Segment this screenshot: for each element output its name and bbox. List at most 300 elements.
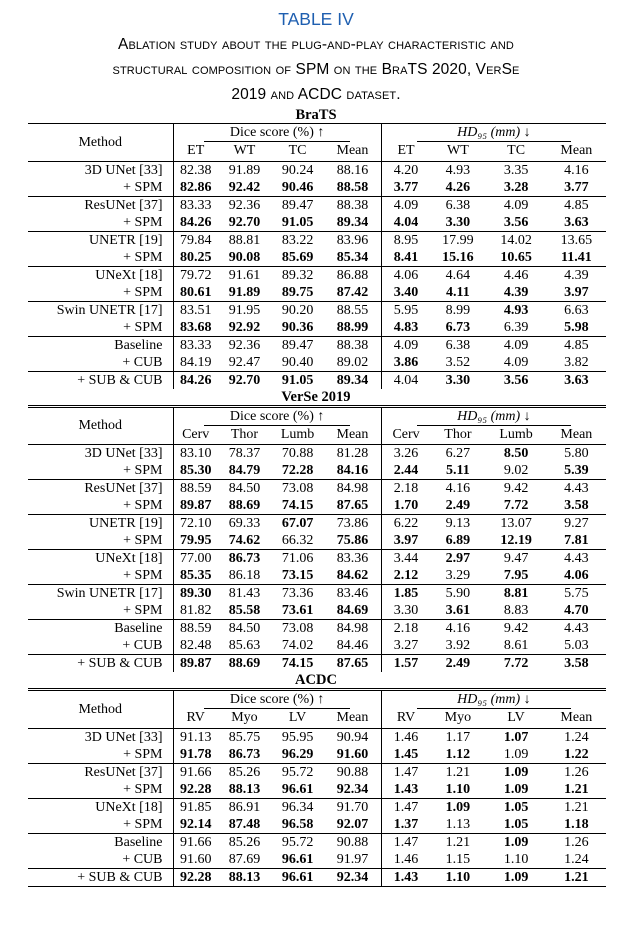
method-cell: + SPM <box>28 781 173 799</box>
column-header: TC <box>507 143 526 159</box>
column-header: Mean <box>324 425 381 445</box>
method-cell: + SUB & CUB <box>28 371 173 389</box>
table-row <box>28 816 606 834</box>
method-cell: UNeXt [18] <box>28 798 173 816</box>
table-label: TABLE IV <box>278 9 354 29</box>
value-cell: 81.43 <box>218 585 271 603</box>
method-cell: ResUNet [37] <box>28 763 173 781</box>
value-cell: 85.30 <box>179 463 212 478</box>
method-cell: 3D UNet [33] <box>28 445 173 463</box>
value-cell: 96.34 <box>271 798 324 816</box>
value-cell: 8.83 <box>503 603 529 618</box>
table-row <box>28 284 606 302</box>
value-cell: 88.58 <box>324 179 381 197</box>
value-cell: 4.09 <box>485 336 546 354</box>
column-header: WT <box>447 143 469 159</box>
value-cell: 88.99 <box>324 319 381 337</box>
value-cell: 79.95 <box>179 533 212 548</box>
method-cell: Baseline <box>28 336 173 354</box>
value-cell: 1.26 <box>547 833 606 851</box>
table-row <box>28 480 606 498</box>
value-cell: 4.85 <box>547 196 606 214</box>
value-cell: 75.86 <box>324 532 381 550</box>
table-row <box>28 833 606 851</box>
value-cell: 80.25 <box>179 249 212 265</box>
value-cell: 91.61 <box>218 266 271 284</box>
table-row <box>28 728 606 746</box>
value-cell: 92.92 <box>228 319 261 335</box>
value-cell: 5.39 <box>564 463 589 478</box>
table-row <box>28 781 606 799</box>
value-cell: 4.09 <box>503 354 529 370</box>
table-row <box>28 550 606 568</box>
value-cell: 3.26 <box>381 445 430 463</box>
value-cell: 1.15 <box>445 851 471 867</box>
column-header: Mean <box>324 708 381 728</box>
value-cell: 3.86 <box>393 354 419 370</box>
value-cell: 14.02 <box>485 231 546 249</box>
value-cell: 91.05 <box>281 214 314 230</box>
value-cell: 83.51 <box>173 301 218 319</box>
value-cell: 91.66 <box>173 833 218 851</box>
value-cell: 91.89 <box>218 161 271 179</box>
hd95-label: HD₉₅ (mm) ↓ <box>417 409 571 426</box>
value-cell: 2.44 <box>393 463 419 478</box>
value-cell: 4.93 <box>485 301 546 319</box>
dice-score-label: Dice score (%) ↑ <box>204 125 350 142</box>
column-header: Mean <box>560 143 593 159</box>
column-header: Myo <box>231 710 258 726</box>
value-cell: 1.70 <box>393 498 419 513</box>
dice-score-header <box>173 690 381 709</box>
value-cell: 4.43 <box>547 550 606 568</box>
value-cell: 3.44 <box>381 550 430 568</box>
value-cell: 95.95 <box>271 728 324 746</box>
value-cell: 6.38 <box>430 196 485 214</box>
value-cell: 92.14 <box>179 816 212 832</box>
value-cell: 88.13 <box>218 868 271 886</box>
header-row <box>28 690 606 709</box>
method-cell: + CUB <box>28 637 173 655</box>
table-row <box>28 763 606 781</box>
value-cell: 86.18 <box>228 568 261 583</box>
table-row <box>28 266 606 284</box>
value-cell: 90.20 <box>271 301 324 319</box>
value-cell: 8.95 <box>381 231 430 249</box>
value-cell: 74.15 <box>271 655 324 673</box>
value-cell: 86.73 <box>218 550 271 568</box>
method-cell: + SPM <box>28 532 173 550</box>
value-cell: 88.59 <box>173 480 218 498</box>
value-cell: 85.58 <box>228 603 261 618</box>
value-cell: 1.46 <box>381 728 430 746</box>
value-cell: 1.21 <box>547 798 606 816</box>
table-row <box>28 585 606 603</box>
value-cell: 92.42 <box>228 179 261 195</box>
method-cell: + CUB <box>28 354 173 372</box>
table-row <box>28 371 606 389</box>
value-cell: 89.87 <box>179 498 212 513</box>
method-cell: + SPM <box>28 319 173 337</box>
column-header: LV <box>507 710 525 726</box>
value-cell: 90.40 <box>281 354 314 370</box>
value-cell: 2.12 <box>393 568 419 583</box>
value-cell: 1.46 <box>393 851 419 867</box>
value-cell: 4.11 <box>446 284 470 300</box>
method-cell: Swin UNETR [17] <box>28 301 173 319</box>
value-cell: 1.10 <box>445 781 471 797</box>
value-cell: 3.40 <box>393 284 419 300</box>
table-row <box>28 354 606 372</box>
table-section <box>0 389 632 673</box>
value-cell: 84.50 <box>218 480 271 498</box>
table-row <box>28 851 606 869</box>
hd95-label: HD₉₅ (mm) ↓ <box>417 692 571 709</box>
column-header: WT <box>233 143 256 159</box>
value-cell: 3.30 <box>393 603 419 618</box>
value-cell: 88.38 <box>324 336 381 354</box>
table-row <box>28 620 606 638</box>
method-cell: + SPM <box>28 179 173 197</box>
value-cell: 3.92 <box>445 638 471 653</box>
value-cell: 89.87 <box>173 655 218 673</box>
method-cell: + CUB <box>28 851 173 869</box>
value-cell: 92.36 <box>218 336 271 354</box>
table-section <box>0 672 632 887</box>
value-cell: 91.70 <box>324 798 381 816</box>
section-table <box>28 688 606 887</box>
value-cell: 1.17 <box>430 728 485 746</box>
column-header: ET <box>187 143 205 159</box>
value-cell: 92.07 <box>324 816 381 834</box>
value-cell: 79.72 <box>173 266 218 284</box>
value-cell: 3.63 <box>547 371 606 389</box>
value-cell: 1.09 <box>485 833 546 851</box>
value-cell: 5.80 <box>547 445 606 463</box>
value-cell: 78.37 <box>218 445 271 463</box>
value-cell: 83.33 <box>173 196 218 214</box>
method-cell: + SPM <box>28 249 173 267</box>
value-cell: 3.29 <box>445 568 471 583</box>
method-cell: UNETR [19] <box>28 515 173 533</box>
table-row <box>28 567 606 585</box>
value-cell: 8.99 <box>430 301 485 319</box>
method-header: Method <box>28 406 173 445</box>
value-cell: 13.65 <box>547 231 606 249</box>
column-header: RV <box>186 710 205 726</box>
value-cell: 87.69 <box>228 851 261 867</box>
table-row <box>28 637 606 655</box>
value-cell: 2.97 <box>430 550 485 568</box>
value-cell: 9.27 <box>547 515 606 533</box>
value-cell: 6.89 <box>445 533 471 548</box>
value-cell: 86.88 <box>324 266 381 284</box>
value-cell: 1.05 <box>503 816 529 832</box>
value-cell: 7.95 <box>503 568 529 583</box>
method-cell: + SPM <box>28 746 173 764</box>
column-header: Lumb <box>280 426 315 442</box>
value-cell: 5.75 <box>547 585 606 603</box>
value-cell: 83.22 <box>271 231 324 249</box>
column-header: TC <box>288 143 307 159</box>
table-row <box>28 497 606 515</box>
value-cell: 73.08 <box>271 620 324 638</box>
value-cell: 8.50 <box>485 445 546 463</box>
value-cell: 91.95 <box>218 301 271 319</box>
method-cell: + SPM <box>28 497 173 515</box>
value-cell: 8.61 <box>503 638 529 653</box>
value-cell: 4.43 <box>547 480 606 498</box>
header-row <box>28 406 606 425</box>
section-title: VerSe 2019 <box>281 388 351 405</box>
value-cell: 89.34 <box>324 371 381 389</box>
value-cell: 73.15 <box>281 568 314 583</box>
value-cell: 87.65 <box>324 655 381 673</box>
method-cell: + SPM <box>28 816 173 834</box>
method-cell: UNETR [19] <box>28 231 173 249</box>
value-cell: 4.64 <box>430 266 485 284</box>
method-cell: + SUB & CUB <box>28 655 173 673</box>
value-cell: 5.98 <box>564 319 589 335</box>
value-cell: 2.49 <box>445 498 471 513</box>
value-cell: 10.65 <box>500 249 532 265</box>
caption-line: structural composition of SPM on the BraTS 2020, VerSe <box>112 61 520 78</box>
value-cell: 84.79 <box>228 463 261 478</box>
value-cell: 1.22 <box>564 746 589 762</box>
value-cell: 1.09 <box>485 868 546 886</box>
value-cell: 73.36 <box>271 585 324 603</box>
value-cell: 70.88 <box>271 445 324 463</box>
ablation-table <box>0 107 632 887</box>
dice-score-header <box>173 406 381 425</box>
value-cell: 86.91 <box>218 798 271 816</box>
value-cell: 1.47 <box>381 798 430 816</box>
value-cell: 82.86 <box>179 179 212 195</box>
section-title: BraTS <box>295 107 337 123</box>
value-cell: 85.69 <box>281 249 314 265</box>
value-cell: 74.02 <box>281 638 314 653</box>
value-cell: 90.24 <box>271 161 324 179</box>
value-cell: 92.34 <box>324 868 381 886</box>
value-cell: 89.32 <box>271 266 324 284</box>
table-row <box>28 602 606 620</box>
value-cell: 92.28 <box>173 868 218 886</box>
value-cell: 85.26 <box>218 833 271 851</box>
value-cell: 4.16 <box>430 620 485 638</box>
value-cell: 92.34 <box>324 781 381 799</box>
method-cell: Baseline <box>28 620 173 638</box>
column-header: Myo <box>444 710 472 726</box>
value-cell: 91.60 <box>179 851 212 867</box>
value-cell: 2.49 <box>430 655 485 673</box>
value-cell: 9.02 <box>503 463 529 478</box>
value-cell: 96.61 <box>271 868 324 886</box>
value-cell: 79.84 <box>173 231 218 249</box>
method-header: Method <box>28 690 173 729</box>
value-cell: 96.61 <box>281 781 314 797</box>
value-cell: 67.07 <box>271 515 324 533</box>
value-cell: 4.09 <box>381 336 430 354</box>
value-cell: 87.48 <box>228 816 261 832</box>
value-cell: 84.98 <box>324 480 381 498</box>
value-cell: 4.16 <box>547 161 606 179</box>
table-row <box>28 746 606 764</box>
value-cell: 1.47 <box>381 833 430 851</box>
value-cell: 1.12 <box>445 746 471 762</box>
value-cell: 1.13 <box>445 816 471 832</box>
value-cell: 88.55 <box>324 301 381 319</box>
value-cell: 1.57 <box>381 655 430 673</box>
value-cell: 88.69 <box>228 498 261 513</box>
value-cell: 92.70 <box>218 371 271 389</box>
method-header: Method <box>28 124 173 162</box>
value-cell: 85.35 <box>179 568 212 583</box>
value-cell: 6.27 <box>430 445 485 463</box>
hd95-header <box>381 124 606 142</box>
column-header: Mean <box>324 141 381 161</box>
value-cell: 1.21 <box>547 868 606 886</box>
value-cell: 83.10 <box>173 445 218 463</box>
value-cell: 72.28 <box>281 463 314 478</box>
value-cell: 84.26 <box>173 371 218 389</box>
column-header: Lumb <box>499 426 533 442</box>
caption-line: Ablation study about the plug-and-play characteristic and <box>118 36 514 53</box>
value-cell: 3.82 <box>564 354 589 370</box>
value-cell: 12.19 <box>500 533 532 548</box>
value-cell: 90.08 <box>228 249 261 265</box>
value-cell: 88.13 <box>228 781 261 797</box>
value-cell: 88.59 <box>173 620 218 638</box>
table-row <box>28 515 606 533</box>
table-row <box>28 161 606 179</box>
column-header: Thor <box>444 426 472 442</box>
value-cell: 4.04 <box>381 371 430 389</box>
column-header: LV <box>288 710 307 726</box>
method-cell: + SPM <box>28 214 173 232</box>
value-cell: 88.69 <box>218 655 271 673</box>
value-cell: 82.48 <box>179 638 212 653</box>
value-cell: 83.96 <box>324 231 381 249</box>
column-header: Mean <box>560 426 593 442</box>
value-cell: 4.04 <box>393 214 419 230</box>
value-cell: 3.58 <box>547 655 606 673</box>
method-cell: + SUB & CUB <box>28 868 173 886</box>
method-cell: 3D UNet [33] <box>28 161 173 179</box>
value-cell: 92.36 <box>218 196 271 214</box>
section-title: ACDC <box>295 672 337 688</box>
table-row <box>28 868 606 886</box>
value-cell: 89.47 <box>271 336 324 354</box>
value-cell: 82.38 <box>173 161 218 179</box>
value-cell: 7.72 <box>485 655 546 673</box>
value-cell: 4.83 <box>393 319 419 335</box>
header-row <box>28 124 606 142</box>
value-cell: 90.88 <box>324 833 381 851</box>
value-cell: 4.39 <box>503 284 529 300</box>
value-cell: 8.41 <box>393 249 419 265</box>
value-cell: 4.20 <box>381 161 430 179</box>
value-cell: 71.06 <box>271 550 324 568</box>
table-row <box>28 445 606 463</box>
table-caption <box>0 0 632 107</box>
column-header: Thor <box>230 426 259 442</box>
value-cell: 84.62 <box>324 567 381 585</box>
method-cell: ResUNet [37] <box>28 480 173 498</box>
value-cell: 1.43 <box>381 868 430 886</box>
value-cell: 3.61 <box>445 603 471 618</box>
dice-score-label: Dice score (%) ↑ <box>204 409 350 426</box>
value-cell: 3.77 <box>393 179 419 195</box>
value-cell: 73.61 <box>281 603 314 618</box>
value-cell: 6.22 <box>381 515 430 533</box>
value-cell: 9.47 <box>485 550 546 568</box>
dice-score-label: Dice score (%) ↑ <box>204 692 350 709</box>
value-cell: 1.85 <box>381 585 430 603</box>
value-cell: 80.61 <box>179 284 212 300</box>
column-header: Cerv <box>392 426 420 442</box>
value-cell: 3.28 <box>503 179 529 195</box>
column-header: ET <box>397 143 415 159</box>
value-cell: 6.73 <box>445 319 471 335</box>
value-cell: 6.39 <box>503 319 529 335</box>
value-cell: 4.16 <box>430 480 485 498</box>
value-cell: 88.38 <box>324 196 381 214</box>
value-cell: 72.10 <box>173 515 218 533</box>
value-cell: 4.85 <box>547 336 606 354</box>
section-table <box>28 405 606 673</box>
value-cell: 85.26 <box>218 763 271 781</box>
value-cell: 4.46 <box>485 266 546 284</box>
value-cell: 1.10 <box>430 868 485 886</box>
value-cell: 89.30 <box>173 585 218 603</box>
caption-line: 2019 and ACDC dataset. <box>231 86 401 103</box>
method-cell: + SPM <box>28 602 173 620</box>
table-section <box>0 107 632 389</box>
value-cell: 4.39 <box>547 266 606 284</box>
value-cell: 1.09 <box>430 798 485 816</box>
value-cell: 84.26 <box>179 214 212 230</box>
value-cell: 1.37 <box>393 816 419 832</box>
value-cell: 85.75 <box>218 728 271 746</box>
hd95-header <box>381 690 606 709</box>
value-cell: 15.16 <box>442 249 474 265</box>
value-cell: 88.16 <box>324 161 381 179</box>
value-cell: 5.90 <box>430 585 485 603</box>
method-cell: ResUNet [37] <box>28 196 173 214</box>
hd95-label: HD₉₅ (mm) ↓ <box>417 125 571 142</box>
value-cell: 91.85 <box>173 798 218 816</box>
value-cell: 5.95 <box>381 301 430 319</box>
value-cell: 81.82 <box>179 603 212 618</box>
value-cell: 81.28 <box>324 445 381 463</box>
value-cell: 90.88 <box>324 763 381 781</box>
value-cell: 1.24 <box>564 851 589 867</box>
method-cell: + SPM <box>28 567 173 585</box>
value-cell: 74.15 <box>281 498 314 513</box>
value-cell: 74.62 <box>228 533 261 548</box>
value-cell: 96.58 <box>281 816 314 832</box>
section-table <box>28 123 606 389</box>
value-cell: 11.41 <box>560 249 592 265</box>
value-cell: 6.38 <box>430 336 485 354</box>
value-cell: 2.18 <box>381 480 430 498</box>
table-row <box>28 655 606 673</box>
value-cell: 95.72 <box>271 833 324 851</box>
value-cell: 89.75 <box>281 284 314 300</box>
value-cell: 3.52 <box>445 354 471 370</box>
value-cell: 9.42 <box>485 480 546 498</box>
value-cell: 87.42 <box>324 284 381 302</box>
